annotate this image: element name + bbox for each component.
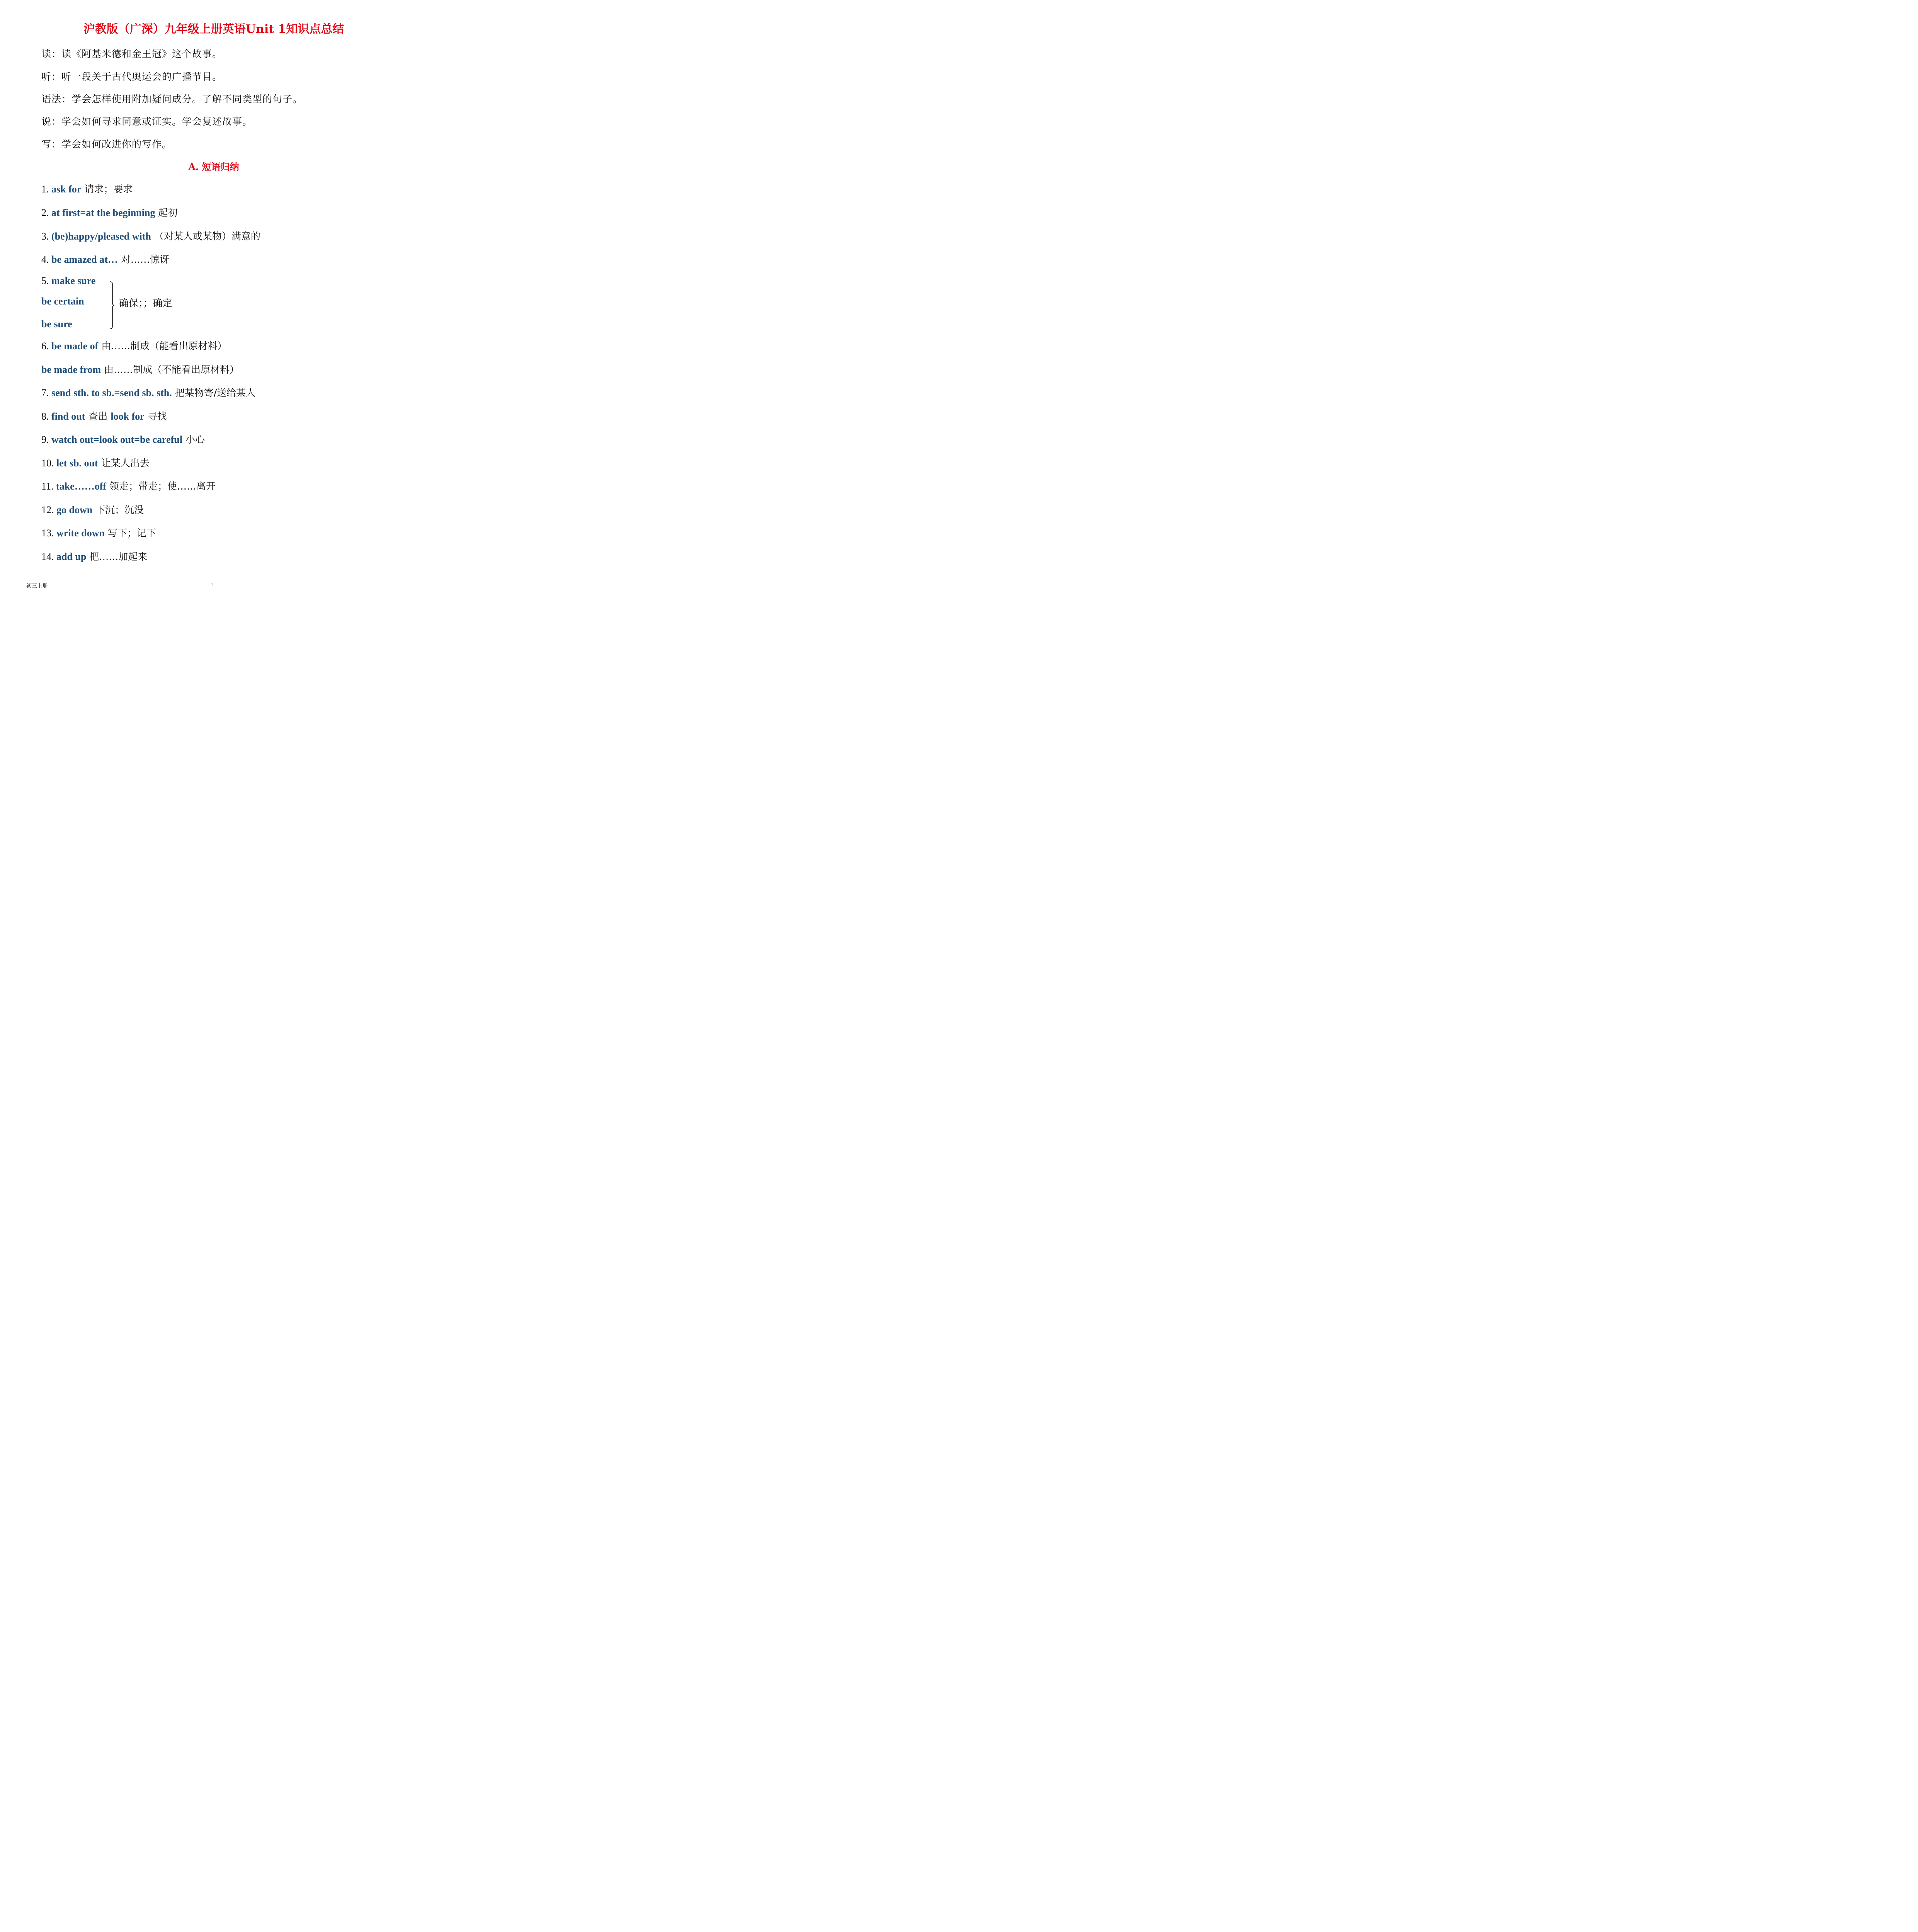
phrase-item: 10. let sb. out 让某人出去 [41, 457, 150, 469]
phrase-item: 13. write down 写下；记下 [41, 527, 156, 539]
phrase-item: be certain [41, 296, 84, 307]
phrase-item: 2. at first=at the beginning 起初 [41, 207, 178, 218]
page-number: 1 [211, 582, 213, 588]
goal-grammar: 语法：学会怎样使用附加疑问成分。了解不同类型的句子。 [41, 94, 303, 105]
phrase-item: 11. take……off 领走；带走；使……离开 [41, 481, 216, 492]
phrase-item: 9. watch out=look out=be careful 小心 [41, 434, 205, 445]
phrase-item: be sure [41, 318, 72, 330]
phrase-item: 3. (be)happy/pleased with （对某人或某物）满意的 [41, 231, 260, 242]
phrase-item: 7. send sth. to sb.=send sb. sth. 把某物寄/送给某人 [41, 387, 256, 398]
goal-listening: 听：听一段关于古代奥运会的广播节目。 [41, 71, 223, 82]
page-title: 沪教版（广深）九年级上册英语Unit 1知识点总结 [83, 22, 344, 36]
phrase-item: 14. add up 把……加起来 [41, 551, 148, 562]
phrase-item: 8. find out 查出 look for 寻找 [41, 411, 167, 422]
phrase-item: 5. make sure [41, 275, 96, 286]
goal-writing: 写：学会如何改进你的写作。 [41, 139, 172, 150]
phrase-item: 4. be amazed at… 对……惊讶 [41, 254, 169, 265]
phrase-group-meaning: 确保；；确定 [119, 298, 172, 309]
goal-reading: 读：读《阿基米德和金王冠》这个故事。 [41, 48, 223, 60]
phrase-item: 12. go down 下沉；沉没 [41, 504, 144, 515]
footer-label: 初三上册 [26, 583, 48, 589]
phrase-item: 1. ask for 请求；要求 [41, 184, 133, 195]
phrase-item: be made from 由……制成（不能看出原材料） [41, 364, 239, 375]
goal-speaking: 说：学会如何寻求同意或证实。学会复述故事。 [41, 116, 253, 127]
phrase-item: 6. be made of 由……制成（能看出原材料） [41, 340, 227, 352]
section-heading: A. 短语归纳 [188, 161, 239, 172]
